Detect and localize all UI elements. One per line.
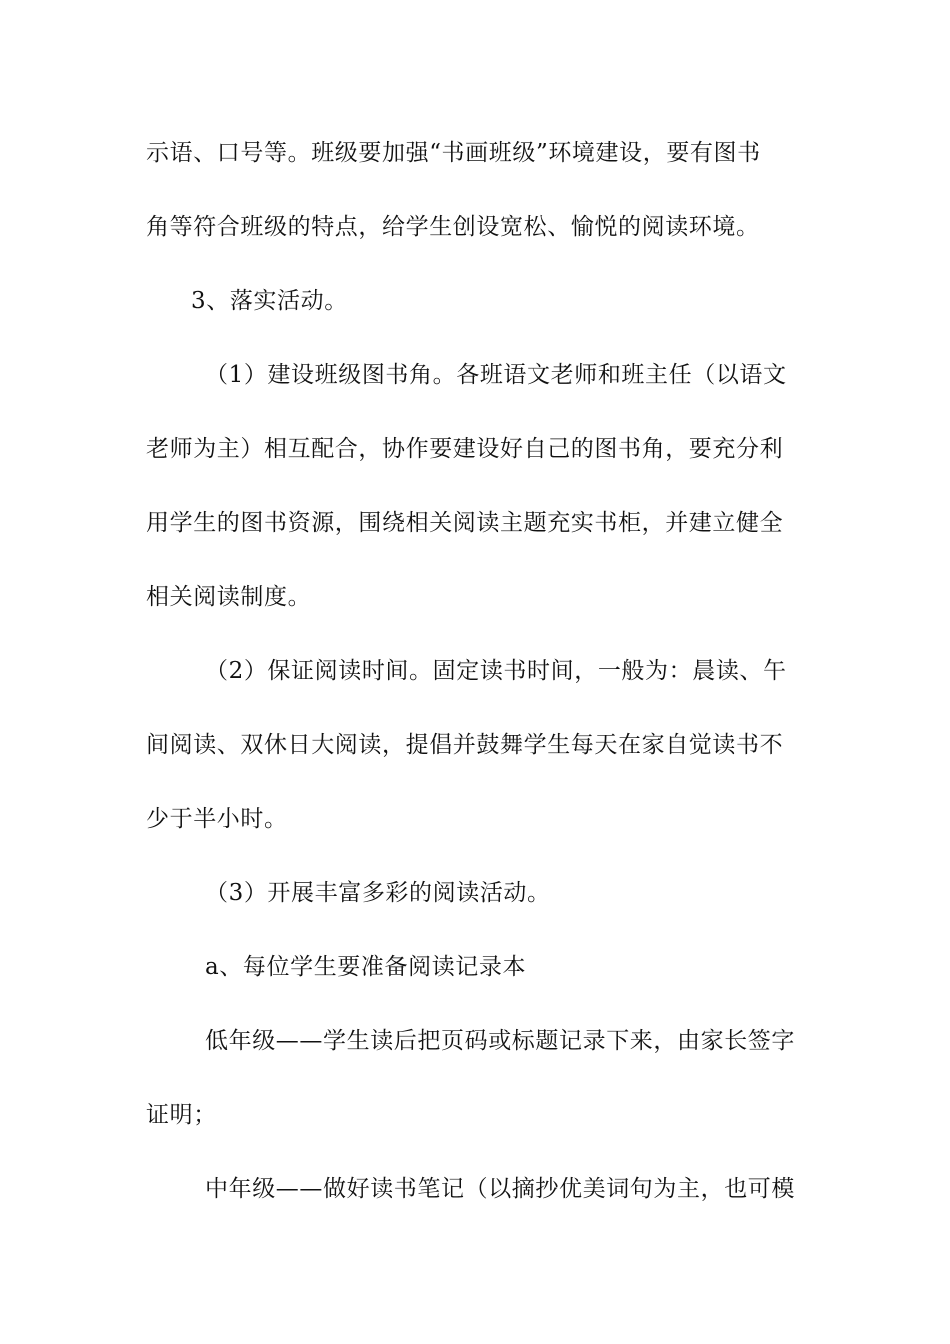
mid-grade-line-1: 中年级——做好读书笔记（以摘抄优美词句为主，也可模 [205,1176,795,1202]
low-grade-line-2: 证明； [146,1102,217,1128]
paragraph-line-1: 示语、口号等。班级要加强“书画班级”环境建设，要有图书 [146,140,761,166]
item-2-line-1: （2）保证阅读时间。固定读书时间，一般为：晨读、午 [205,658,787,684]
low-grade-line-1: 低年级——学生读后把页码或标题记录下来，由家长签字 [205,1028,795,1054]
item-2-line-3: 少于半小时。 [146,806,288,832]
item-2-line-2: 间阅读、双休日大阅读，提倡并鼓舞学生每天在家自觉读书不 [146,732,784,758]
subitem-a-line: a、每位学生要准备阅读记录本 [205,954,527,980]
item-1-line-2: 老师为主）相互配合，协作要建设好自己的图书角，要充分利 [146,436,784,462]
item-3-line-1: （3）开展丰富多彩的阅读活动。 [205,880,551,906]
item-1-line-3: 用学生的图书资源，围绕相关阅读主题充实书柜，并建立健全 [146,510,784,536]
paragraph-line-2: 角等符合班级的特点，给学生创设宽松、愉悦的阅读环境。 [146,214,760,240]
section-heading-3: 3、落实活动。 [191,288,348,314]
item-1-line-1: （1）建设班级图书角。各班语文老师和班主任（以语文 [205,362,787,388]
item-1-line-4: 相关阅读制度。 [146,584,312,610]
